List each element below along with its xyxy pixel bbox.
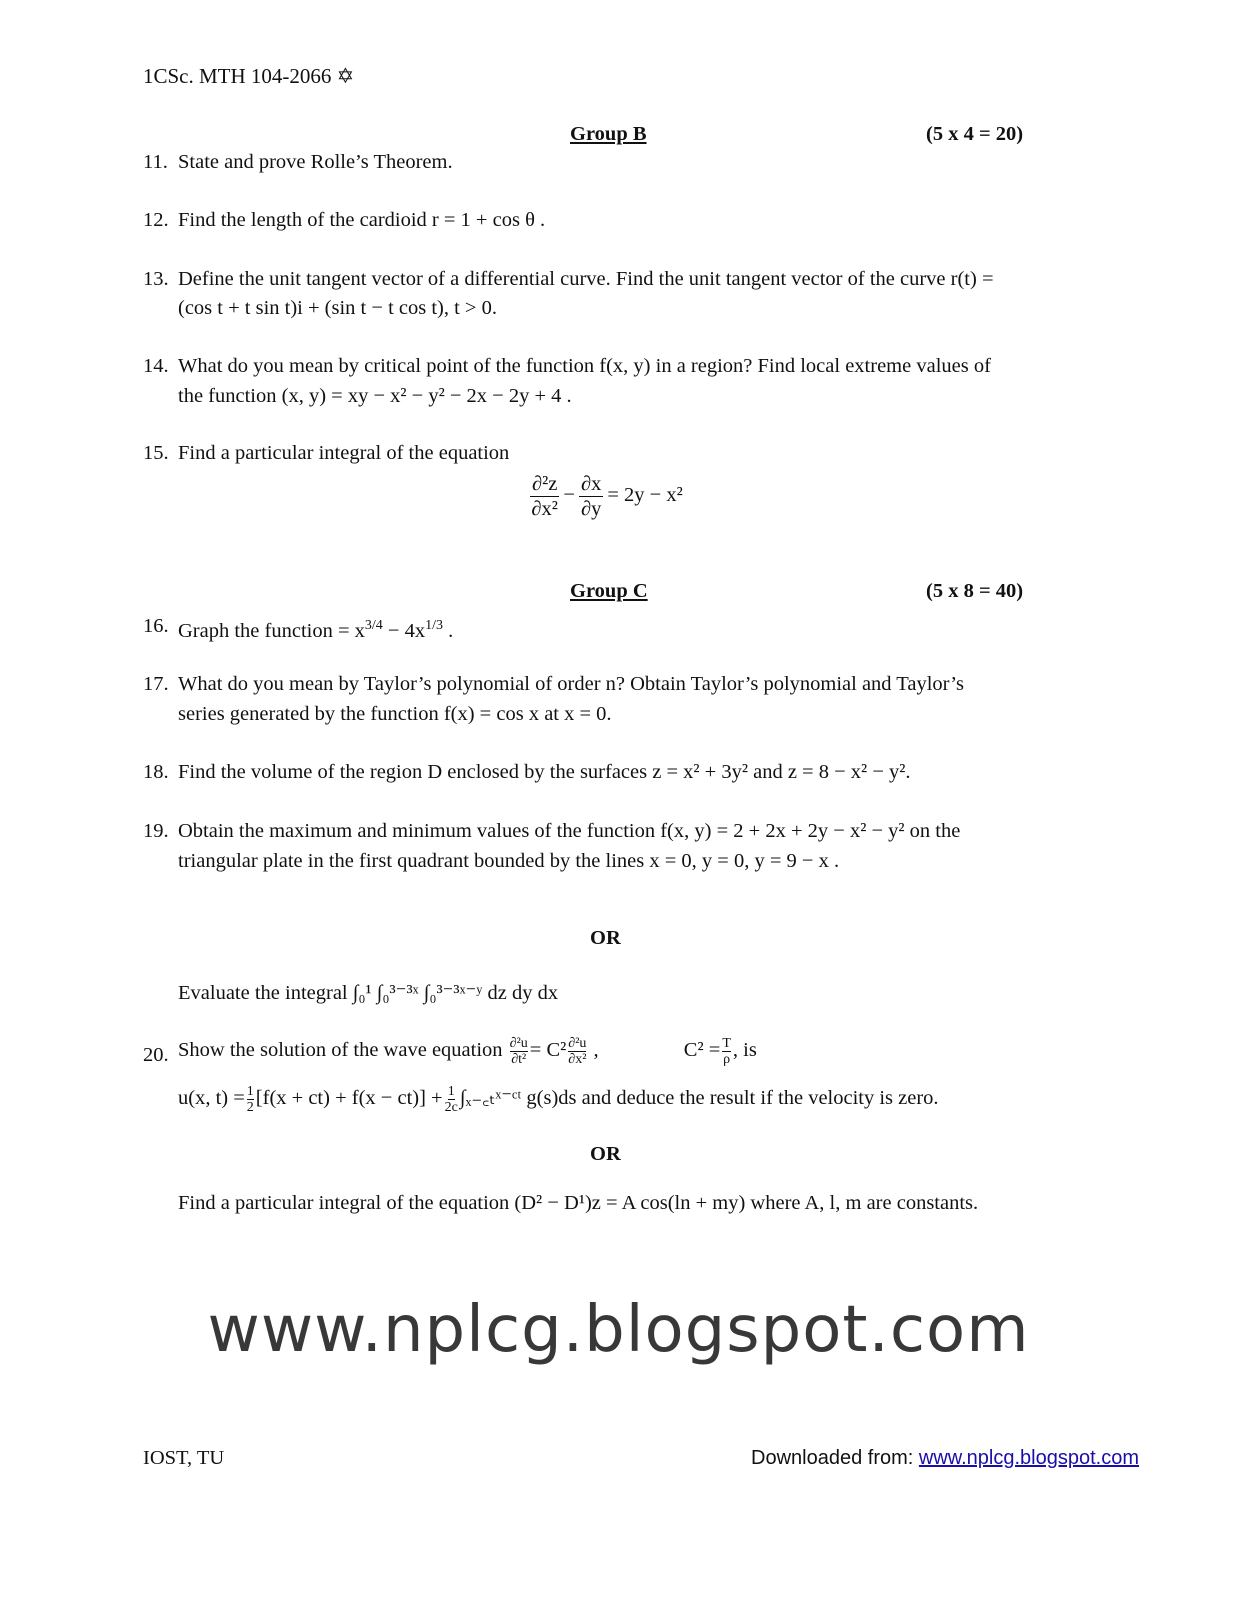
numerator: T — [722, 1036, 731, 1051]
question-number: 20. — [143, 1044, 169, 1066]
question-text: Find the volume of the region D enclosed by the surfaces z = x² + 3y² and z = 8 − x² − y². — [178, 761, 911, 783]
numerator: ∂²u — [509, 1036, 528, 1051]
question-text: What do you mean by critical point of the function f(x, y) in a region? Find local extreme values of — [178, 355, 991, 377]
question-text: series generated by the function f(x) = cos x at x = 0. — [178, 703, 612, 725]
text: Graph the function = x — [178, 619, 365, 642]
denominator: 2 — [246, 1100, 254, 1115]
question-text: What do you mean by Taylor’s polynomial of order n? Obtain Taylor’s polynomial and Taylor’s — [178, 673, 964, 695]
question-text: Find a particular integral of the equation — [178, 442, 510, 464]
question-text: Find the length of the cardioid r = 1 + cos θ . — [178, 209, 546, 231]
text: ∫ₓ₋꜀ₜˣ⁻ᶜᵗ g(s)ds and deduce the result if the velocity is zero. — [459, 1087, 939, 1110]
text: = C² — [529, 1039, 567, 1062]
question-text: Define the unit tangent vector of a differential curve. Find the unit tangent vector of the curve r(t) = — [178, 268, 994, 290]
text: , — [588, 1039, 599, 1062]
footer-download — [751, 1446, 1139, 1470]
text: , is — [732, 1039, 757, 1062]
question-text: State and prove Rolle’s Theorem. — [178, 151, 453, 173]
question-number: 11. — [143, 151, 168, 173]
numerator: ∂²u — [568, 1036, 587, 1051]
text: − 4x — [382, 619, 426, 642]
or-separator: OR — [590, 1143, 621, 1165]
download-label: Downloaded from: — [751, 1447, 919, 1469]
question-19-alternative: Evaluate the integral ∫₀¹ ∫₀³⁻³ˣ ∫₀³⁻³ˣ⁻ʸ dz dy dx — [178, 982, 559, 1004]
question-text: (cos t + t sin t)i + (sin t − t cos t), t > 0. — [178, 297, 497, 319]
question-number: 12. — [143, 209, 169, 231]
text: Show the solution of the wave equation — [178, 1039, 503, 1062]
question-text — [178, 1036, 757, 1067]
question-number: 17. — [143, 673, 169, 695]
group-b-title: Group B — [570, 123, 647, 145]
question-text — [178, 614, 453, 643]
question-text: triangular plate in the first quadrant bounded by the lines x = 0, y = 0, y = 9 − x . — [178, 850, 840, 872]
footer-institution: IOST, TU — [143, 1447, 225, 1469]
question-20-alternative: Find a particular integral of the equation (D² − D¹)z = A cos(ln + my) where A, l, m are constants. — [178, 1192, 979, 1214]
text: u(x, t) = — [178, 1087, 245, 1110]
denominator: ∂x² — [531, 498, 558, 520]
question-number: 14. — [143, 355, 169, 377]
operator: − — [563, 484, 575, 507]
question-text — [178, 1084, 939, 1115]
text: [f(x + ct) + f(x − ct)] + — [255, 1087, 443, 1110]
denominator: ρ — [723, 1052, 731, 1067]
denominator: ∂y — [580, 498, 602, 520]
question-text: Obtain the maximum and minimum values of the function f(x, y) = 2 + 2x + 2y − x² − y² on the — [178, 820, 961, 842]
pde-equation — [526, 472, 683, 521]
denominator: ∂x² — [568, 1052, 587, 1067]
numerator: ∂²z — [532, 473, 558, 495]
numerator: 1 — [447, 1084, 455, 1099]
question-number: 16. — [143, 615, 169, 637]
question-number: 13. — [143, 268, 169, 290]
exponent: 3/4 — [364, 618, 383, 633]
group-b-marks: (5 x 4 = 20) — [926, 123, 1024, 145]
rhs: = 2y − x² — [607, 484, 683, 507]
text: . — [443, 619, 454, 642]
or-separator: OR — [590, 927, 621, 949]
question-text: the function (x, y) = xy − x² − y² − 2x − 2y + 4 . — [178, 385, 572, 407]
group-c-marks: (5 x 8 = 40) — [926, 580, 1024, 602]
question-number: 19. — [143, 820, 169, 842]
question-number: 18. — [143, 761, 169, 783]
watermark: www.nplcg.blogspot.com — [207, 1293, 1030, 1367]
download-link[interactable]: www.nplcg.blogspot.com — [918, 1447, 1139, 1469]
text: C² = — [683, 1039, 721, 1062]
numerator: ∂x — [580, 473, 602, 495]
group-c-title: Group C — [570, 580, 648, 602]
denominator: ∂t² — [511, 1052, 527, 1067]
denominator: 2c — [444, 1100, 458, 1115]
exponent: 1/3 — [425, 618, 443, 633]
numerator: 1 — [246, 1084, 254, 1099]
question-number: 15. — [143, 442, 169, 464]
exam-code-header: 1CSc. MTH 104-2066 ✡ — [143, 64, 355, 88]
